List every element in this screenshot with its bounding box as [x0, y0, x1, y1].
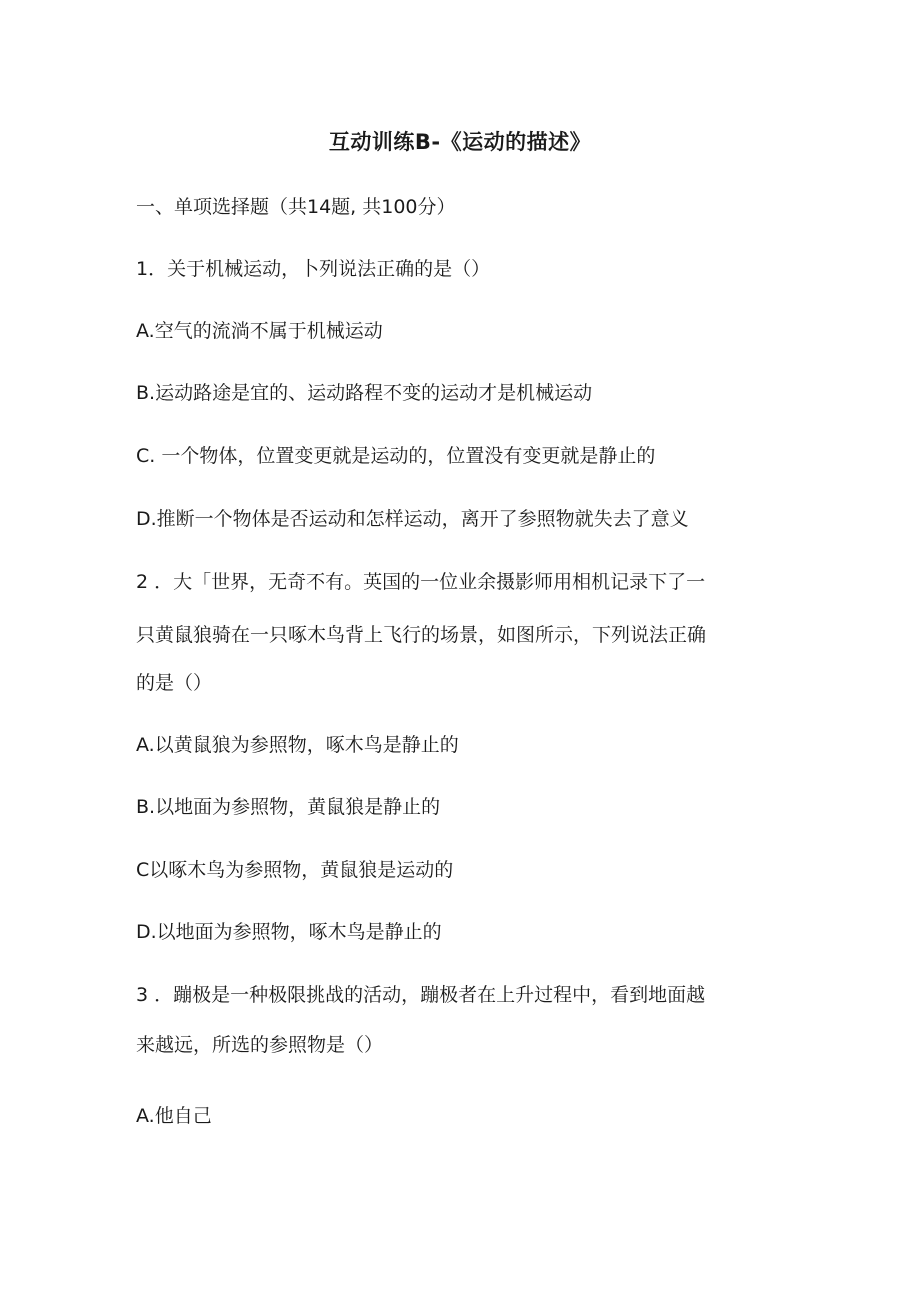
question-stem-line-2: 只黄鼠狼骑在一只啄木鸟背上飞行的场景，如图所示，下列说法正确: [136, 624, 707, 646]
option-a: A.以黄鼠狼为参照物，啄木鸟是静止的: [136, 734, 459, 756]
question-stem-line-3: 的是（）: [136, 672, 213, 694]
question-stem: 1．关于机械运动，卜列说法正确的是（）: [136, 258, 491, 280]
option-a: A.他自己: [136, 1105, 212, 1127]
page-title: 互动训练B-《运动的描述》: [328, 130, 592, 154]
option-b: B.运动路途是宜的、运动路程不变的运动才是机械运动: [136, 382, 593, 404]
option-c: C以啄木鸟为参照物，黄鼠狼是运动的: [136, 859, 454, 881]
option-a: A.空气的流淌不属于机械运动: [136, 320, 383, 342]
question-stem-line-1: 2 ．大「世界，无奇不有。英国的一位业余摄影师用相机记录下了一: [136, 571, 706, 593]
question-stem-line-1: 3 ．蹦极是一种极限挑战的活动，蹦极者在上升过程中，看到地面越: [136, 984, 706, 1006]
question-stem-line-2: 来越远，所选的参照物是（）: [136, 1034, 384, 1056]
section-heading: 一、单项选择题（共14题, 共100分）: [136, 196, 456, 218]
option-b: B.以地面为参照物，黄鼠狼是静止的: [136, 796, 441, 818]
option-d: D.推断一个物体是否运动和怎样运动，离开了参照物就失去了意义: [136, 508, 689, 530]
option-c: C. 一个物体，位置变更就是运动的，位置没有变更就是静止的: [136, 445, 656, 467]
option-d: D.以地面为参照物，啄木鸟是静止的: [136, 921, 442, 943]
